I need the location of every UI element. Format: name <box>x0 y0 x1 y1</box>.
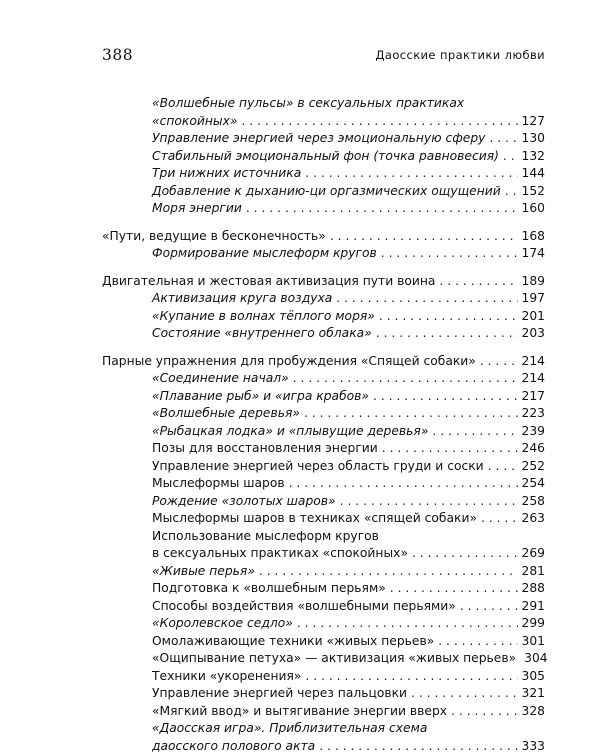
toc-entry <box>152 563 545 581</box>
toc-entry-page: 127 <box>522 113 545 131</box>
toc-entry <box>152 148 545 166</box>
toc-entry-title: Управление энергией через пальцовки <box>152 685 407 703</box>
toc-entry-page: 223 <box>522 405 545 423</box>
toc-entry-page: 197 <box>522 290 545 308</box>
toc-entry-page: 132 <box>522 148 545 166</box>
dot-leader <box>489 130 517 148</box>
dot-leader <box>451 703 517 721</box>
toc-entry-title: Состояние «внутреннего облака» <box>152 325 372 343</box>
toc-entry-title: Управление энергией через область груди и соски <box>152 458 484 476</box>
toc-entry <box>152 738 545 755</box>
dot-leader <box>259 563 518 581</box>
toc-entry-title: Техники «укоренения» <box>152 668 301 686</box>
toc-entry <box>152 668 545 686</box>
section-gap <box>102 263 545 273</box>
toc-entry <box>152 290 545 308</box>
toc-entry-title: Активизация круга воздуха <box>152 290 332 308</box>
toc-entry-page: 130 <box>522 130 545 148</box>
toc-entry-title: Добавление к дыханию-ци оргазмических ощущений <box>152 183 501 201</box>
toc-entry-page: 160 <box>522 200 545 218</box>
toc-entry-title: «Рыбацкая лодка» и «плывущие деревья» <box>152 423 428 441</box>
toc-entry <box>152 325 545 343</box>
toc-entry-title: Парные упражнения для пробуждения «Спящей собаки» <box>102 353 476 371</box>
toc-entry-page: 239 <box>522 423 545 441</box>
toc-entry-title: в сексуальных практиках «спокойных» <box>152 545 408 563</box>
dot-leader <box>379 308 518 326</box>
toc-entry-title: «Плавание рыб» и «игра крабов» <box>152 388 369 406</box>
toc-entry-title: «Даосская игра». Приблизительная схема <box>152 720 427 738</box>
toc-entry-title: Формирование мыслеформ кругов <box>152 245 377 263</box>
toc-entry <box>152 510 545 528</box>
toc-entry-page: 217 <box>522 388 545 406</box>
toc-entry <box>152 440 545 458</box>
dot-leader <box>373 388 517 406</box>
toc-entry-page: 214 <box>522 353 545 371</box>
running-title: Даосские практики любви <box>376 48 546 62</box>
page-header <box>102 46 545 66</box>
dot-leader <box>336 290 517 308</box>
toc-entry-title: Мыслеформы шаров <box>152 475 285 493</box>
toc-entry <box>152 493 545 511</box>
toc-entry <box>102 273 545 291</box>
toc-entry-page: 152 <box>522 183 545 201</box>
dot-leader <box>438 633 517 651</box>
toc-entry-title: Управление энергией через эмоциональную сферу <box>152 130 485 148</box>
table-of-contents <box>102 95 545 755</box>
toc-entry-title: Три нижних источника <box>152 165 301 183</box>
toc-entry <box>152 200 545 218</box>
toc-entry <box>152 598 545 616</box>
dot-leader <box>505 183 518 201</box>
toc-entry <box>152 580 545 598</box>
dot-leader <box>305 165 517 183</box>
toc-entry <box>152 95 545 113</box>
toc-entry-page: 269 <box>522 545 545 563</box>
dot-leader <box>381 245 518 263</box>
dot-leader <box>390 580 518 598</box>
toc-entry <box>152 685 545 703</box>
toc-entry-page: 263 <box>522 510 545 528</box>
toc-entry-title: «Купание в волнах тёплого моря» <box>152 308 375 326</box>
toc-entry-page: 328 <box>522 703 545 721</box>
toc-entry-title: «Ощипывание петуха» — активизация «живых перьев» <box>152 650 516 668</box>
toc-entry-title: Омолаживающие техники «живых перьев» <box>152 633 434 651</box>
section-gap <box>102 218 545 228</box>
toc-entry-title: «Королевское седло» <box>152 615 293 633</box>
toc-entry <box>102 228 545 246</box>
toc-entry-title: «Пути, ведущие в бесконечность» <box>102 228 326 246</box>
toc-entry <box>152 475 545 493</box>
toc-entry-page: 144 <box>522 165 545 183</box>
toc-entry-page: 304 <box>524 650 547 668</box>
dot-leader <box>319 738 517 755</box>
toc-entry <box>152 245 545 263</box>
dot-leader <box>432 423 517 441</box>
dot-leader <box>503 148 518 166</box>
dot-leader <box>246 200 518 218</box>
toc-entry-title: «спокойных» <box>152 113 237 131</box>
dot-leader <box>241 113 517 131</box>
dot-leader <box>340 493 518 511</box>
dot-leader <box>460 598 518 616</box>
toc-entry <box>152 388 545 406</box>
toc-entry-page: 174 <box>522 245 545 263</box>
toc-entry <box>152 165 545 183</box>
toc-entry <box>152 370 545 388</box>
dot-leader <box>293 370 518 388</box>
toc-entry-page: 301 <box>522 633 545 651</box>
dot-leader <box>480 353 518 371</box>
toc-entry <box>152 633 545 651</box>
toc-entry-page: 252 <box>522 458 545 476</box>
toc-entry-title: Мыслеформы шаров в техниках «спящей собаки» <box>152 510 477 528</box>
toc-entry-page: 214 <box>522 370 545 388</box>
dot-leader <box>330 228 518 246</box>
dot-leader <box>304 405 518 423</box>
toc-entry <box>152 703 545 721</box>
toc-entry-page: 258 <box>522 493 545 511</box>
toc-entry-page: 168 <box>522 228 545 246</box>
section-gap <box>102 343 545 353</box>
toc-entry <box>152 650 545 668</box>
toc-entry-title: «Соединение начал» <box>152 370 289 388</box>
toc-entry <box>152 458 545 476</box>
toc-entry-page: 321 <box>522 685 545 703</box>
toc-entry-title: Способы воздействия «волшебными перьями» <box>152 598 456 616</box>
toc-entry-page: 201 <box>522 308 545 326</box>
dot-leader <box>305 668 517 686</box>
toc-entry <box>102 353 545 371</box>
toc-entry-title: Рождение «золотых шаров» <box>152 493 336 511</box>
toc-entry-title: «Волшебные деревья» <box>152 405 300 423</box>
dot-leader <box>488 458 518 476</box>
toc-entry-page: 299 <box>522 615 545 633</box>
toc-entry-page: 281 <box>522 563 545 581</box>
dot-leader <box>412 545 518 563</box>
toc-entry <box>152 720 545 738</box>
toc-entry <box>152 545 545 563</box>
toc-entry-page: 291 <box>522 598 545 616</box>
toc-entry-page: 288 <box>522 580 545 598</box>
toc-entry-page: 305 <box>522 668 545 686</box>
dot-leader <box>376 325 518 343</box>
dot-leader <box>439 273 517 291</box>
toc-entry-title: «Мягкий ввод» и вытягивание энергии вверх <box>152 703 447 721</box>
toc-entry <box>152 308 545 326</box>
toc-entry-page: 246 <box>522 440 545 458</box>
dot-leader <box>289 475 518 493</box>
dot-leader <box>382 440 518 458</box>
toc-entry-title: «Волшебные пульсы» в сексуальных практиках <box>152 95 464 113</box>
toc-entry-title: Моря энергии <box>152 200 242 218</box>
dot-leader <box>297 615 518 633</box>
toc-entry-page: 254 <box>522 475 545 493</box>
toc-entry <box>152 130 545 148</box>
toc-entry-page: 333 <box>522 738 545 755</box>
toc-entry <box>152 423 545 441</box>
toc-entry-page: 203 <box>522 325 545 343</box>
toc-entry-title: даосского полового акта <box>152 738 315 755</box>
page-number: 388 <box>102 46 133 64</box>
toc-entry <box>152 113 545 131</box>
dot-leader <box>411 685 517 703</box>
toc-entry <box>152 615 545 633</box>
toc-entry <box>152 183 545 201</box>
toc-entry-page: 189 <box>522 273 545 291</box>
toc-entry-title: Двигательная и жестовая активизация пути воина <box>102 273 435 291</box>
toc-entry <box>152 528 545 546</box>
toc-entry <box>152 405 545 423</box>
toc-entry-title: Позы для восстановления энергии <box>152 440 378 458</box>
toc-entry-title: Подготовка к «волшебным перьям» <box>152 580 386 598</box>
dot-leader <box>481 510 518 528</box>
toc-entry-title: Стабильный эмоциональный фон (точка равновесия) <box>152 148 499 166</box>
toc-entry-title: Использование мыслеформ кругов <box>152 528 379 546</box>
toc-entry-title: «Живые перья» <box>152 563 255 581</box>
